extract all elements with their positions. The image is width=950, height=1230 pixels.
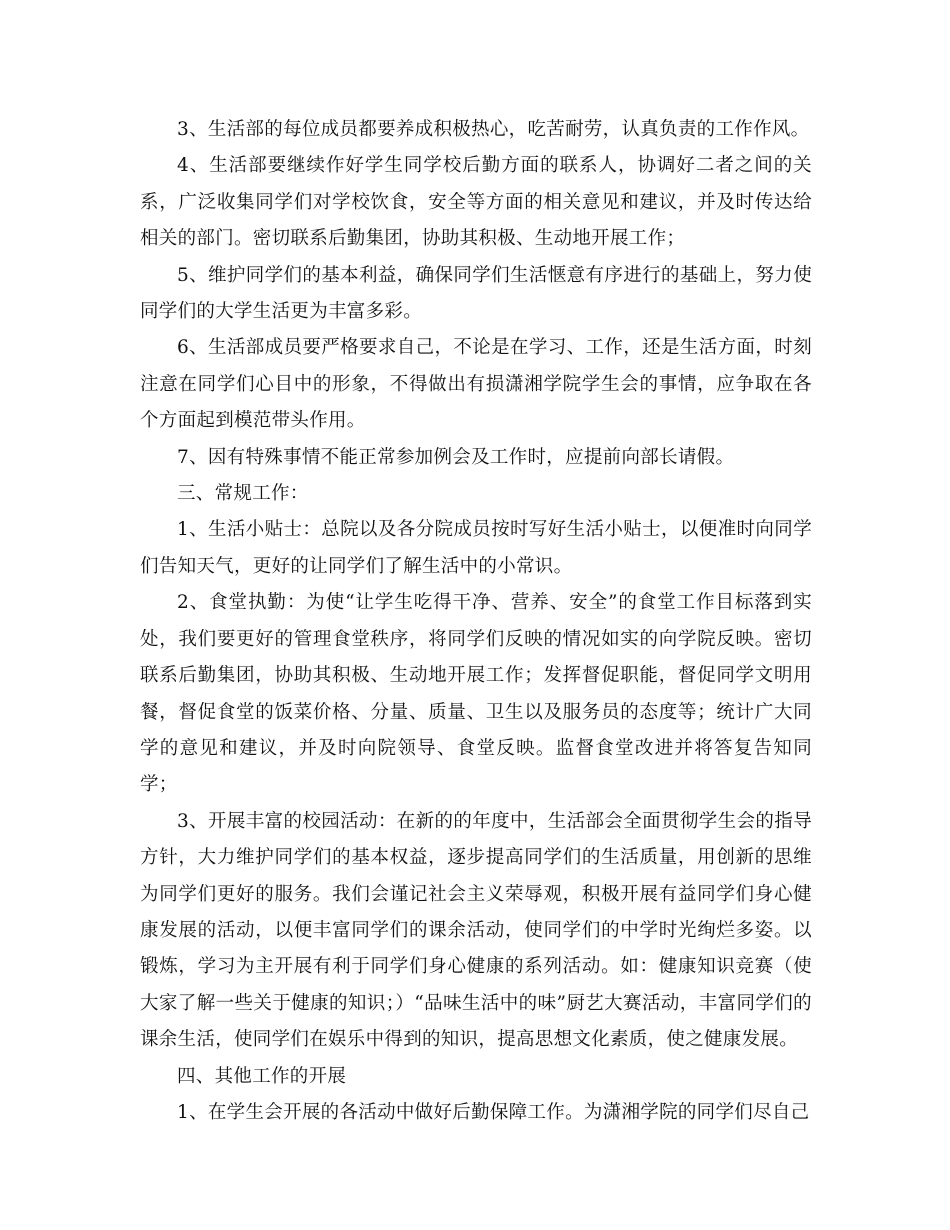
paragraph-rule-4: 4、生活部要继续作好学生同学校后勤方面的联系人，协调好二者之间的关系，广泛收集同学们对学校饮食，安全等方面的相关意见和建议，并及时传达给相关的部门。密切联系后勤集团，协助其积极、生动地开展工作； [140, 155, 812, 250]
section-heading-other-work: 四、其他工作的开展 [177, 1065, 347, 1087]
paragraph-rule-7: 7、因有特殊事情不能正常参加例会及工作时，应提前向部长请假。 [177, 446, 735, 468]
paragraph-rule-3: 3、生活部的每位成员都要养成积极热心，吃苦耐劳，认真负责的工作作风。 [177, 119, 810, 140]
paragraph-rule-6: 6、生活部成员要严格要求自己，不论是在学习、工作，还是生活方面，时刻注意在同学们心目中的形象，不得做出有损潇湘学院学生会的事情，应争取在各个方面起到模范带头作用。 [140, 337, 812, 432]
paragraph-rule-5: 5、维护同学们的基本利益，确保同学们生活惬意有序进行的基础上，努力使同学们的大学生活更为丰富多彩。 [140, 264, 812, 323]
section-heading-routine-work: 三、常规工作： [177, 483, 309, 505]
paragraph-campus-activities: 3、开展丰富的校园活动：在新的的年度中，生活部会全面贯彻学生会的指导方针，大力维护同学们的基本权益，逐步提高同学们的生活质量，用创新的思维为同学们更好的服务。我们会谨记社会主义荣辱观，积极开展有益同学们身心健康发展的活动，以便丰富同学们的课余活动，使同学们的中学时光绚烂多姿。以锻炼，学习为主开展有利于同学们身心健康的系列活动。如：健康知识竞赛（使大家了解一些关于健康的知识；）“品味生活中的味”厨艺大赛活动，丰富同学们的课余生活，使同学们在娱乐中得到的知识，提高思想文化素质，使之健康发展。 [140, 810, 812, 1051]
document-page [140, 112, 812, 1131]
paragraph-life-tips: 1、生活小贴士：总院以及各分院成员按时写好生活小贴士，以便准时向同学们告知天气，更好的让同学们了解生活中的小常识。 [140, 519, 812, 577]
paragraph-logistics-support: 1、在学生会开展的各活动中做好后勤保障工作。为潇湘学院的同学们尽自己 [177, 1101, 810, 1123]
paragraph-canteen-duty: 2、食堂执勤：为使“让学生吃得干净、营养、安全”的食堂工作目标落到实处，我们要更好的管理食堂秩序，将同学们反映的情况如实的向学院反映。密切联系后勤集团，协助其积极、生动地开展工作；发挥督促职能，督促同学文明用餐，督促食堂的饭菜价格、分量、质量、卫生以及服务员的态度等；统计广大同学的意见和建议，并及时向院领导、食堂反映。监督食堂改进并将答复告知同学； [140, 592, 812, 796]
